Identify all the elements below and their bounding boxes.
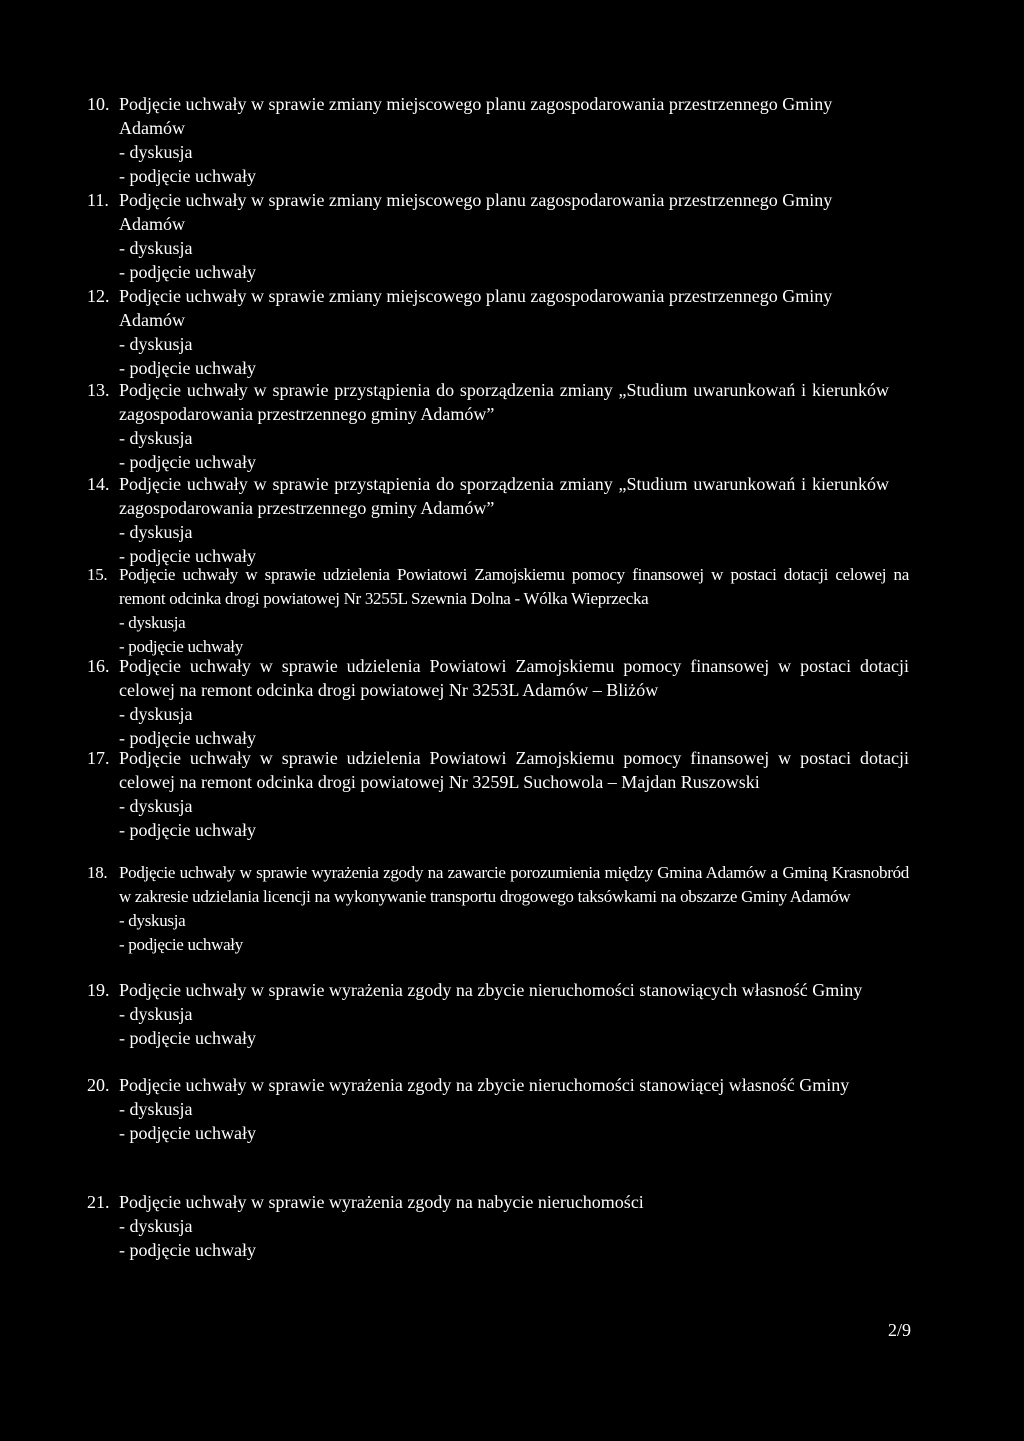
agenda-item-20 <box>87 1073 917 1145</box>
agenda-item-19 <box>87 978 917 1050</box>
item-discussion: - dyskusja <box>119 142 193 162</box>
item-number: 12. <box>87 286 110 306</box>
item-number: 11. <box>87 190 109 210</box>
agenda-item-11 <box>87 188 917 284</box>
item-resolution: - podjęcie uchwały <box>119 358 256 378</box>
item-title: Podjęcie uchwały w sprawie przystąpienia do sporządzenia zmiany „Studium uwarunkowań i kierunków zagospodarowania przestrzennego gminy Adamów” <box>119 474 889 518</box>
item-discussion: - dyskusja <box>119 911 186 930</box>
item-number: 21. <box>87 1192 110 1212</box>
item-resolution: - podjęcie uchwały <box>119 728 256 748</box>
item-number: 10. <box>87 94 110 114</box>
item-title: Podjęcie uchwały w sprawie zmiany miejscowego planu zagospodarowania przestrzennego Gminy Adamów <box>119 190 833 234</box>
agenda-item-16 <box>87 654 917 750</box>
item-number: 13. <box>87 380 110 400</box>
item-resolution: - podjęcie uchwały <box>119 166 256 186</box>
item-resolution: - podjęcie uchwały <box>119 1123 256 1143</box>
item-number: 18. <box>87 863 108 882</box>
item-resolution: - podjęcie uchwały <box>119 1028 256 1048</box>
agenda-item-18 <box>87 861 917 957</box>
item-number: 14. <box>87 474 110 494</box>
item-title: Podjęcie uchwały w sprawie udzielenia Powiatowi Zamojskiemu pomocy finansowej w postaci dotacji celowej na remont odcinka drogi powiatowej Nr 3253L Adamów – Bliżów <box>119 656 909 700</box>
item-title: Podjęcie uchwały w sprawie udzielenia Powiatowi Zamojskiemu pomocy finansowej w postaci dotacji celowej na remont odcinka drogi powiatowej Nr 3259L Suchowola – Majdan Ruszowski <box>119 748 909 792</box>
agenda-item-10 <box>87 92 917 188</box>
item-resolution: - podjęcie uchwały <box>119 546 256 566</box>
item-discussion: - dyskusja <box>119 613 186 632</box>
item-number: 20. <box>87 1075 110 1095</box>
item-resolution: - podjęcie uchwały <box>119 820 256 840</box>
item-number: 17. <box>87 748 110 768</box>
item-title: Podjęcie uchwały w sprawie przystąpienia do sporządzenia zmiany „Studium uwarunkowań i kierunków zagospodarowania przestrzennego gminy Adamów” <box>119 380 889 424</box>
item-title: Podjęcie uchwały w sprawie zmiany miejscowego planu zagospodarowania przestrzennego Gminy Adamów <box>119 286 833 330</box>
page-number: 2/9 <box>887 1320 911 1340</box>
item-number: 16. <box>87 656 110 676</box>
agenda-item-17 <box>87 746 917 842</box>
agenda-item-12 <box>87 284 917 380</box>
item-title: Podjęcie uchwały w sprawie wyrażenia zgody na zbycie nieruchomości stanowiącej własność Gminy <box>119 1075 850 1095</box>
item-resolution: - podjęcie uchwały <box>119 935 243 954</box>
item-discussion: - dyskusja <box>119 1004 193 1024</box>
item-title: Podjęcie uchwały w sprawie udzielenia Powiatowi Zamojskiemu pomocy finansowej w postaci dotacji celowej na remont odcinka drogi powiatowej Nr 3255L Szewnia Dolna - Wólka Wieprzecka <box>119 565 909 608</box>
item-discussion: - dyskusja <box>119 1216 193 1236</box>
agenda-item-14 <box>87 472 917 568</box>
item-title: Podjęcie uchwały w sprawie zmiany miejscowego planu zagospodarowania przestrzennego Gminy Adamów <box>119 94 833 138</box>
item-discussion: - dyskusja <box>119 334 193 354</box>
item-discussion: - dyskusja <box>119 238 193 258</box>
item-discussion: - dyskusja <box>119 796 193 816</box>
item-discussion: - dyskusja <box>119 1099 193 1119</box>
item-discussion: - dyskusja <box>119 522 193 542</box>
item-resolution: - podjęcie uchwały <box>119 452 256 472</box>
item-resolution: - podjęcie uchwały <box>119 637 243 656</box>
item-discussion: - dyskusja <box>119 704 193 724</box>
agenda-item-21 <box>87 1190 917 1262</box>
item-title: Podjęcie uchwały w sprawie wyrażenia zgody na nabycie nieruchomości <box>119 1192 644 1212</box>
item-title: Podjęcie uchwały w sprawie wyrażenia zgody na zawarcie porozumienia między Gmina Adamów a Gminą Krasnobród w zakresie udzielania licencji na wykonywanie transportu drogowego taksówkami na obszarze Gminy Adamów <box>119 863 909 906</box>
item-resolution: - podjęcie uchwały <box>119 262 256 282</box>
item-number: 19. <box>87 980 110 1000</box>
item-discussion: - dyskusja <box>119 428 193 448</box>
agenda-item-13 <box>87 378 917 474</box>
item-resolution: - podjęcie uchwały <box>119 1240 256 1260</box>
item-title: Podjęcie uchwały w sprawie wyrażenia zgody na zbycie nieruchomości stanowiących własność Gminy <box>119 980 863 1000</box>
agenda-item-15 <box>87 563 917 659</box>
item-number: 15. <box>87 565 108 584</box>
